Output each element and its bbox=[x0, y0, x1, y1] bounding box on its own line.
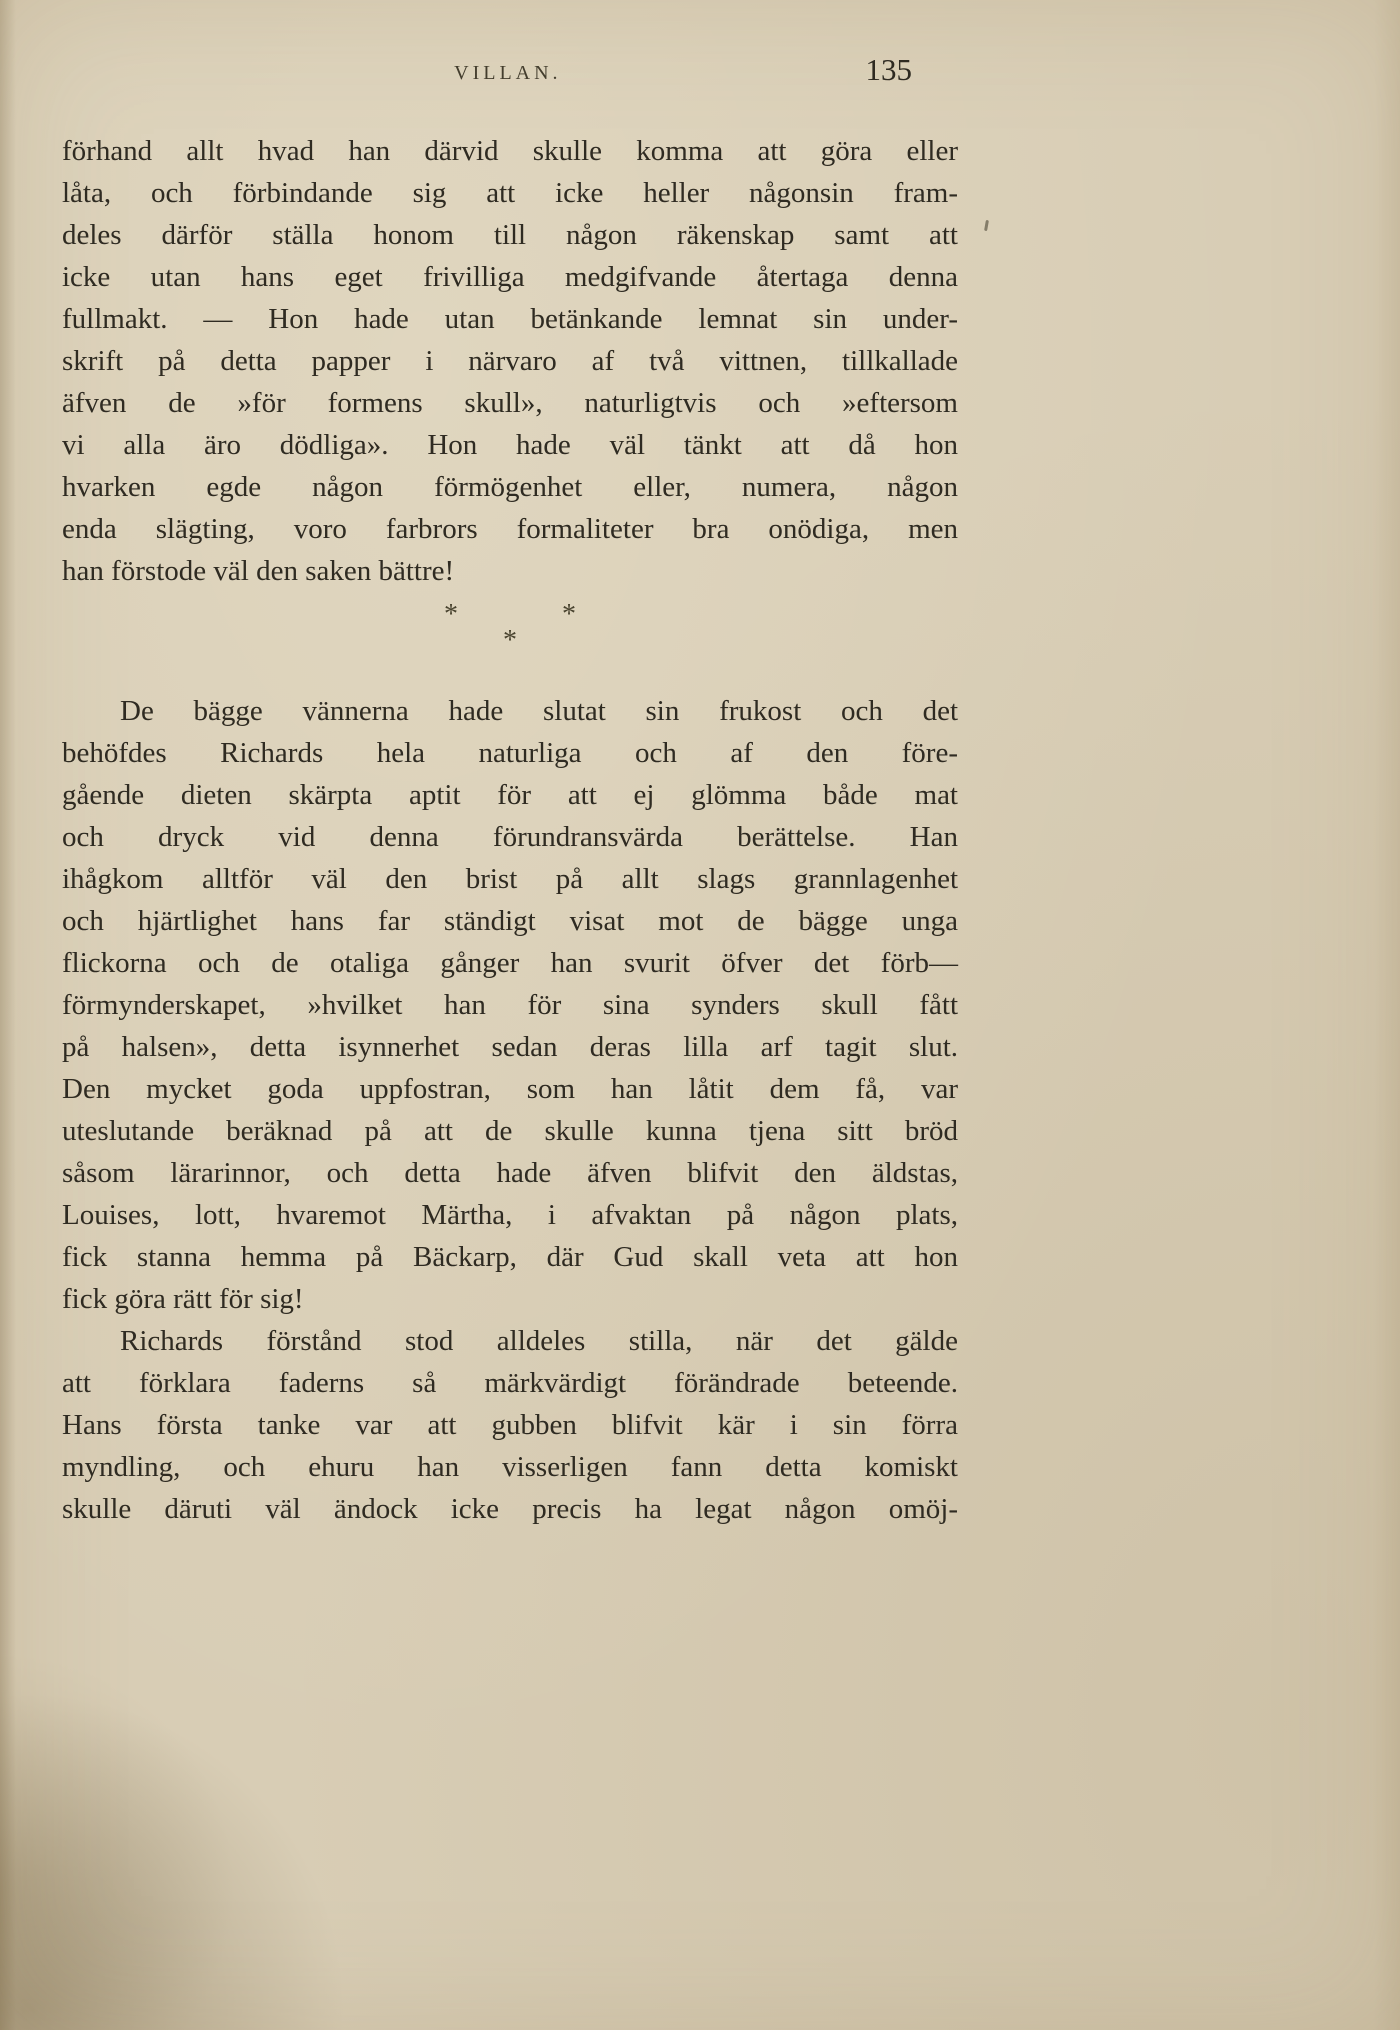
text-line: han förstode väl den saken bättre! bbox=[62, 555, 455, 587]
asterisk-glyph: * bbox=[562, 599, 576, 630]
text-line: Hans första tanke var att gubben blifvit kär i sin förra bbox=[62, 1409, 958, 1441]
text-line: och hjärtlighet hans far ständigt visat mot de bägge unga bbox=[62, 905, 958, 937]
text-line: Richards förstånd stod alldeles stilla, när det gälde bbox=[120, 1325, 958, 1357]
page-body bbox=[62, 130, 958, 1530]
text-line: skrift på detta papper i närvaro af två vittnen, tillkallade bbox=[62, 345, 958, 377]
ink-speck bbox=[984, 220, 989, 231]
text-line: äfven de »för formens skull», naturligtvis och »eftersom bbox=[62, 387, 958, 419]
text-line: på halsen», detta isynnerhet sedan deras lilla arf tagit slut. bbox=[62, 1031, 958, 1063]
text-line: såsom lärarinnor, och detta hade äfven blifvit den äldstas, bbox=[62, 1157, 958, 1189]
section-separator bbox=[62, 599, 958, 656]
text-line: att förklara faderns så märkvärdigt förändrade beteende. bbox=[62, 1367, 958, 1399]
asterisk-glyph: * bbox=[444, 599, 458, 630]
text-line: vi alla äro dödliga». Hon hade väl tänkt att då hon bbox=[62, 429, 958, 461]
text-line: och dryck vid denna förundransvärda berättelse. Han bbox=[62, 821, 958, 853]
text-line: förhand allt hvad han därvid skulle komma att göra eller bbox=[62, 135, 958, 167]
running-title: VILLAN. bbox=[454, 62, 562, 84]
text-line: fick stanna hemma på Bäckarp, där Gud skall veta att hon bbox=[62, 1241, 958, 1273]
paragraph bbox=[62, 1320, 958, 1530]
text-block bbox=[62, 52, 958, 1530]
page-number: 135 bbox=[865, 52, 912, 87]
text-line: behöfdes Richards hela naturliga och af den före- bbox=[62, 737, 958, 769]
separator-row-top bbox=[62, 599, 958, 630]
paragraph bbox=[62, 130, 958, 592]
text-line: fullmakt. — Hon hade utan betänkande lemnat sin under- bbox=[62, 303, 958, 335]
text-line: gående dieten skärpta aptit för att ej glömma både mat bbox=[62, 779, 958, 811]
text-line: De bägge vännerna hade slutat sin frukost och det bbox=[120, 695, 958, 727]
text-line: låta, och förbindande sig att icke heller någonsin fram- bbox=[62, 177, 958, 209]
text-line: myndling, och ehuru han visserligen fann detta komiskt bbox=[62, 1451, 958, 1483]
text-line: fick göra rätt för sig! bbox=[62, 1283, 304, 1315]
page-header bbox=[62, 52, 958, 96]
text-line: flickorna och de otaliga gånger han svurit öfver det förb— bbox=[62, 947, 958, 979]
text-line: deles därför ställa honom till någon räkenskap samt att bbox=[62, 219, 958, 251]
text-line: Den mycket goda uppfostran, som han låtit dem få, var bbox=[62, 1073, 958, 1105]
text-line: icke utan hans eget frivilliga medgifvande återtaga denna bbox=[62, 261, 958, 293]
text-line: förmynderskapet, »hvilket han för sina synders skull fått bbox=[62, 989, 958, 1021]
text-line: enda slägting, voro farbrors formaliteter bra onödiga, men bbox=[62, 513, 958, 545]
text-line: ihågkom alltför väl den brist på allt slags grannlagenhet bbox=[62, 863, 958, 895]
separator-row-bottom bbox=[62, 625, 958, 656]
text-line: Louises, lott, hvaremot Märtha, i afvaktan på någon plats, bbox=[62, 1199, 958, 1231]
text-line: skulle däruti väl ändock icke precis ha legat någon omöj- bbox=[62, 1493, 958, 1525]
text-line: uteslutande beräknad på att de skulle kunna tjena sitt bröd bbox=[62, 1115, 958, 1147]
paragraph bbox=[62, 690, 958, 1320]
text-line: hvarken egde någon förmögenhet eller, numera, någon bbox=[62, 471, 958, 503]
asterisk-glyph: * bbox=[503, 625, 517, 656]
